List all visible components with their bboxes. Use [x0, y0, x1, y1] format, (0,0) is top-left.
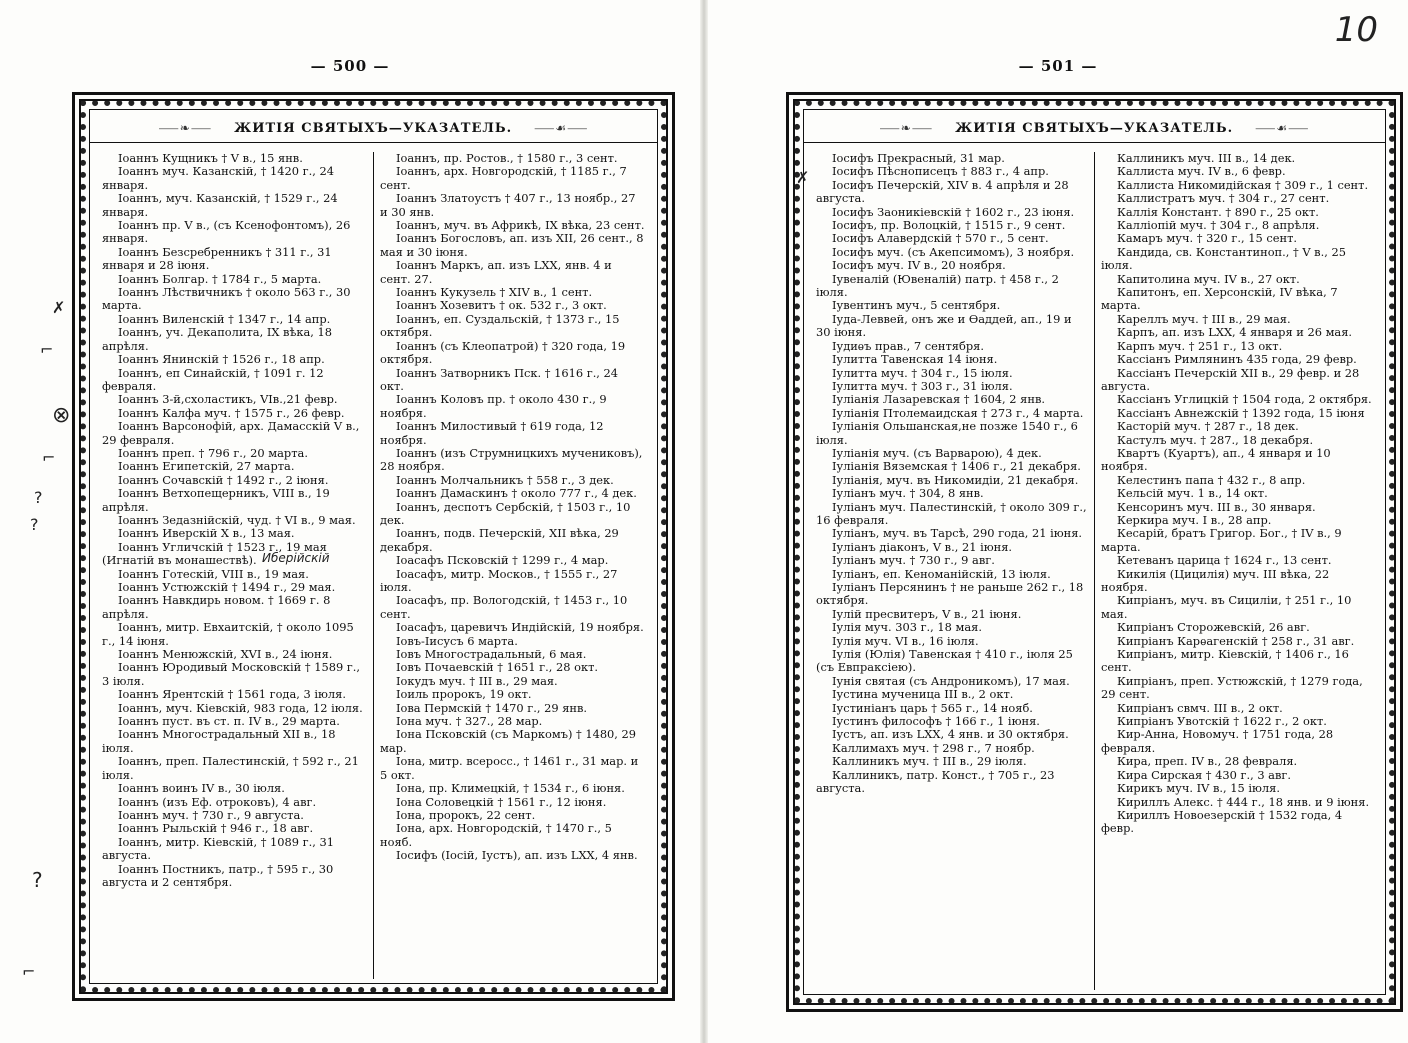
index-entry: Іоаннъ Навкдирь новом. † 1669 г. 8 апрѣля.: [102, 593, 331, 621]
index-entry: Калліопій муч. † 304 г., 8 апрѣля.: [1117, 218, 1320, 233]
index-entry: Іоаннъ Златоустъ † 407 г., 13 ноябр., 27 и 30 янв.: [380, 191, 636, 219]
index-entry: Іоаннъ Зедазнійскій, чуд. † VI в., 9 мая.: [118, 512, 356, 527]
margin-question-icon: ?: [34, 488, 43, 507]
corner-page-mark: 10: [1334, 10, 1378, 50]
ornament-left-icon: ⸺❧⸺: [158, 121, 213, 135]
margin-question-icon: ?: [30, 515, 39, 534]
index-entry: Іона, митр. всеросс., † 1461 г., 31 мар. и 5 окт.: [380, 754, 639, 782]
index-entry: Кандида, св. Константиноп., † V в., 25 іюля.: [1101, 244, 1346, 273]
index-entry: Іовъ-Іисусъ 6 марта.: [396, 633, 518, 648]
index-entry: Кетеванъ царица † 1624 г., 13 сент.: [1117, 553, 1332, 568]
index-entry: Іулій пресвитеръ, V в., 21 іюня.: [832, 606, 1022, 621]
index-entry: Іулія муч. VI в., 16 іюля.: [832, 633, 979, 648]
index-entry: Іоаннъ Постникъ, патр., † 595 г., 30 августа и 2 сентября.: [102, 861, 334, 889]
index-entry: Іосифъ, пр. Волоцкій, † 1515 г., 9 сент.: [832, 218, 1066, 233]
index-entry: Кипріанъ Сторожевскій, 26 авг.: [1117, 620, 1310, 635]
index-entry: Іоаннъ, подв. Печерскій, XII вѣка, 29 декабря.: [380, 526, 619, 554]
page-number: — 501 —: [1018, 57, 1098, 75]
page-frame: [72, 92, 675, 1001]
index-entry: Іосифъ Пѣснописецъ † 883 г., 4 апр.: [832, 164, 1049, 179]
index-entry: Каллія Констант. † 890 г., 25 окт.: [1117, 204, 1319, 219]
index-entry: Іона муч. † 327., 28 мар.: [396, 714, 543, 729]
index-entry: Іокудъ муч. † III в., 29 мая.: [396, 673, 558, 688]
index-entry: Кареллъ муч. † III в., 29 мая.: [1117, 311, 1291, 326]
index-entry: Іуліанія Вяземская † 1406 г., 21 декабря.: [832, 459, 1081, 474]
margin-cross-icon: ✗: [52, 298, 66, 317]
index-entry: Іоасафъ Псковскій † 1299 г., 4 мар.: [396, 553, 609, 568]
index-entry: Іоаннъ, деспотъ Сербскій, † 1503 г., 10 дек.: [380, 499, 631, 527]
index-entry: Іулія (Юлія) Тавенская † 410 г., іюля 25 (съ Евпраксіею).: [816, 647, 1073, 675]
index-entry: Іоаннъ, пр. Ростов., † 1580 г., 3 сент.: [396, 152, 618, 165]
index-column-right: [373, 152, 651, 979]
index-entry: Квартъ (Куартъ), ап., 4 января и 10 ноября.: [1101, 445, 1331, 474]
index-entry: Іуліанія Лазаревская † 1604, 2 янв.: [832, 392, 1045, 407]
index-entry: Каллиникъ, патр. Конст., † 705 г., 23 августа.: [816, 767, 1055, 796]
index-entry: Іоаннъ, еп. Суздальскій, † 1373 г., 15 октября.: [380, 311, 620, 340]
index-entry: Каллиникъ муч. † III в., 29 іюля.: [832, 754, 1027, 769]
index-entry: Кипріанъ, преп. Устюжскій, † 1279 года, 29 сент.: [1101, 673, 1363, 702]
index-entry: Іоаннъ, муч. Кіевскій, 983 года, 12 іюля.: [118, 700, 363, 715]
index-entry: Кассіанъ Углицкій † 1504 года, 2 октября.: [1117, 392, 1372, 407]
index-entry: Кипріанъ свмч. III в., 2 окт.: [1117, 700, 1283, 715]
index-entry: Іоаннъ Лѣствичникъ † около 563 г., 30 марта.: [102, 285, 351, 313]
index-entry: Іуліанія, муч. въ Никомидіи, 21 декабря.: [832, 472, 1079, 487]
index-entry: Каллимахъ муч. † 298 г., 7 ноябр.: [832, 740, 1035, 755]
index-entry: Капитолина муч. IV в., 27 окт.: [1117, 271, 1300, 286]
index-entry: Камаръ муч. † 320 г., 15 сент.: [1117, 231, 1298, 246]
index-entry: Іоаннъ (изъ Струмницкихъ мучениковъ), 28 ноября.: [380, 445, 643, 474]
index-entry: Кипріанъ, митр. Кіевскій, † 1406 г., 16 сент.: [1101, 647, 1349, 675]
index-entry: Капитонъ, еп. Херсонскій, IV вѣка, 7 марта.: [1101, 285, 1338, 313]
index-entry: Іосифъ Печерскій, XIV в. 4 апрѣля и 28 августа.: [816, 177, 1069, 206]
index-entry: Іоаннъ Сочавскій † 1492 г., 2 іюня.: [118, 472, 329, 487]
index-entry: Карпъ, ап. изъ LXX, 4 января и 26 мая.: [1117, 325, 1353, 340]
index-entry: Іоаннъ Ярентскій † 1561 года, 3 іюля.: [118, 687, 346, 702]
page-frame: [786, 92, 1403, 1012]
index-entry: Іосифъ Заоникіевскій † 1602 г., 23 іюня.: [832, 204, 1075, 219]
book-gutter: [700, 0, 708, 1043]
index-entry: Іоаннъ Янинскій † 1526 г., 18 апр.: [118, 352, 325, 367]
index-entry: Іовъ Почаевскій † 1651 г., 28 окт.: [396, 660, 599, 675]
index-entry: Іоаннъ Милостивый † 619 года, 12 ноября.: [380, 419, 604, 447]
margin-tick-icon: ⌐: [42, 448, 56, 467]
index-entry: Іоиль пророкъ, 19 окт.: [396, 687, 532, 702]
index-entry: Іустиніанъ царь † 565 г., 14 нояб.: [832, 700, 1033, 715]
index-entry: Кира, преп. IV в., 28 февраля.: [1117, 754, 1298, 769]
index-entry: Каллистратъ муч. † 304 г., 27 сент.: [1117, 191, 1330, 206]
index-entry: Іовъ Многострадальный, 6 мая.: [396, 647, 587, 662]
index-entry: Іоаннъ (съ Клеопатрой) † 320 года, 19 октября.: [380, 338, 626, 367]
index-entry: Іона, арх. Новгородскій, † 1470 г., 5 нояб.: [380, 821, 612, 849]
index-entry: Іосифъ (Іосій, Іустъ), ап. изъ LXX, 4 янв.: [396, 848, 638, 863]
index-entry: Іулитта Тавенская 14 іюня.: [832, 352, 998, 367]
index-entry: Іулитта муч. † 304 г., 15 іюля.: [832, 365, 1013, 380]
index-entry: Іоаннъ Коловъ пр. † около 430 г., 9 ноября.: [380, 392, 607, 420]
running-head-title: ЖИТІЯ СВЯТЫХЪ—УКАЗАТЕЛЬ.: [955, 121, 1234, 136]
index-entry: Іоаннъ муч. † 730 г., 9 августа.: [118, 807, 304, 822]
index-entry: Іуліанъ муч. Палестинскій, † около 309 г., 16 февраля.: [816, 499, 1087, 527]
index-entry: Іоаннъ Устюжскій † 1494 г., 29 мая.: [118, 580, 336, 594]
index-entry: Іулитта муч. † 303 г., 31 іюля.: [832, 378, 1013, 393]
index-entry: Іудиѳъ прав., 7 сентября.: [832, 338, 984, 353]
index-entry: Іоаннъ Кукузель † XIV в., 1 сент.: [396, 285, 593, 300]
index-entry: Іуліанъ муч. † 730 г., 9 авг.: [832, 553, 995, 568]
index-entry: Каллиста Никомидійская † 309 г., 1 сент.: [1117, 177, 1369, 192]
index-entry: Іуліанъ Персянинъ † не раньше 262 г., 18 октября.: [816, 580, 1084, 608]
index-columns: [810, 152, 1379, 990]
index-entry: Іова Пермскій † 1470 г., 29 янв.: [396, 700, 588, 715]
index-entry: Іоаннъ Ветхопещерникъ, VIII в., 19 апрѣля.: [102, 486, 330, 514]
index-entry: Іоаннъ преп. † 796 г., 20 марта.: [118, 445, 308, 460]
index-entry: Іоаннъ Маркъ, ап. изъ LXX, янв. 4 и сент. 27.: [380, 258, 612, 286]
index-column-left: [810, 152, 1094, 990]
index-entry: Іоасафъ, митр. Москов., † 1555 г., 27 іюля.: [380, 566, 618, 594]
index-entry: Іоасафъ, царевичъ Индійскій, 19 ноября.: [396, 620, 644, 635]
index-entry: Іоаннъ пр. V в., (съ Ксенофонтомъ), 26 января.: [102, 218, 351, 246]
index-entry: Іунія святая (съ Андроникомъ), 17 мая.: [832, 673, 1070, 688]
index-entry: Іуліанъ діаконъ, V в., 21 іюня.: [832, 539, 1013, 554]
right-page: [708, 0, 1408, 1043]
index-entry: Іуліанъ, муч. въ Тарсѣ, 290 года, 21 іюня.: [832, 526, 1083, 541]
index-entry: Іоаннъ, муч. Казанскій, † 1529 г., 24 января.: [102, 191, 338, 219]
index-entry: Кассіанъ Печерскій XII в., 29 февр. и 28 августа.: [1101, 365, 1360, 393]
index-entry: Іоаннъ, арх. Новгородскій, † 1185 г., 7 сент.: [380, 164, 627, 192]
index-entry: Іоаннъ Затворникъ Пск. † 1616 г., 24 окт.: [380, 365, 619, 393]
index-entry: Кенсоринъ муч. III в., 30 января.: [1117, 499, 1316, 514]
index-entry: Іустинъ философъ † 166 г., 1 іюня.: [832, 714, 1040, 729]
index-entry: Іоаннъ 3-й,схоластикъ, VIв.,21 февр.: [118, 392, 338, 407]
index-entry: Іуліанія Птолемаидская † 273 г., 4 марта.: [832, 405, 1084, 420]
page-number: — 500 —: [310, 57, 390, 75]
index-entry: Іона Соловецкій † 1561 г., 12 іюня.: [396, 794, 607, 809]
index-entry: Іуда-Леввей, онъ же и Ѳаддей, ап., 19 и 30 іюня.: [816, 311, 1072, 340]
index-entry: Кикилія (Цицилія) муч. III вѣка, 22 ноября.: [1101, 566, 1330, 594]
index-entry: Іоаннъ, муч. въ Африкѣ, IX вѣка, 23 сент.: [396, 218, 645, 233]
index-entry: Іоаннъ Египетскій, 27 марта.: [118, 459, 295, 474]
text-area: [803, 109, 1386, 995]
index-entry: Керкира муч. I в., 28 апр.: [1117, 512, 1272, 527]
index-entry: Карпъ муч. † 251 г., 13 окт.: [1117, 338, 1283, 353]
index-entry: Кастулъ муч. † 287., 18 декабря.: [1117, 432, 1314, 447]
running-head: [90, 114, 657, 143]
index-entry: Іоасафъ, пр. Вологодскій, † 1453 г., 10 сент.: [380, 593, 628, 621]
index-entry: Іоаннъ, митр. Кіевскій, † 1089 г., 31 августа.: [102, 834, 334, 863]
index-entry: Іона, пророкъ, 22 сент.: [396, 807, 536, 822]
index-entry: Каллиста муч. IV в., 6 февр.: [1117, 164, 1286, 179]
index-entry: Іоаннъ (изъ Еф. отроковъ), 4 авг.: [118, 794, 317, 809]
index-entry: Кипріанъ Увотскій † 1622 г., 2 окт.: [1117, 714, 1327, 729]
text-area: [89, 109, 658, 984]
index-entry: Іоаннъ муч. Казанскій, † 1420 г., 24 января.: [102, 164, 334, 192]
index-entry: Кирикъ муч. IV в., 15 іюля.: [1117, 781, 1280, 796]
index-entry: Іуліанія Ольшанская,не позже 1540 г., 6 іюля.: [816, 419, 1078, 447]
index-entry: Іуліанъ муч. † 304, 8 янв.: [832, 486, 984, 501]
index-entry: Іосифъ муч. IV в., 20 ноября.: [832, 258, 1006, 273]
index-entry: Іувеналій (Ювеналій) патр. † 458 г., 2 іюля.: [816, 271, 1059, 300]
ornament-right-icon: ⸺☙⸺: [534, 121, 589, 135]
index-entry: Іуліанъ, еп. Кеноманійскій, 13 іюля.: [832, 566, 1051, 581]
index-entry: Іоаннъ Рыльскій † 946 г., 18 авг.: [118, 821, 314, 836]
index-entry: Іустина мученица III в., 2 окт.: [832, 687, 1014, 702]
index-entry: Кельсій муч. 1 в., 14 окт.: [1117, 486, 1268, 501]
index-entry: Іоаннъ Дамаскинъ † около 777 г., 4 дек.: [396, 486, 637, 501]
margin-cross-icon: ✗: [796, 168, 810, 187]
index-entry: Іосифъ Прекрасный, 31 мар.: [832, 152, 1005, 165]
index-entry: Іоаннъ, еп Синайскій, † 1091 г. 12 февраля.: [102, 365, 324, 393]
margin-circled-cross-icon: ⊗: [52, 403, 71, 428]
index-column-right: [1094, 152, 1379, 990]
index-entry: Іоаннъ Готескій, VIII в., 19 мая.: [118, 566, 309, 581]
index-entry: Кассіанъ Авнежскій † 1392 года, 15 іюня: [1117, 405, 1365, 420]
index-columns: [96, 152, 651, 979]
index-entry: Кир-Анна, Новомуч. † 1751 года, 28 февраля.: [1101, 727, 1334, 755]
index-entry: Іоаннъ Угличскій † 1523 г., 19 мая (Игнатій въ монашествѣ).: [102, 539, 327, 568]
index-entry: Кириллъ Новоезерскій † 1532 года, 4 февр.: [1101, 807, 1343, 836]
margin-question-icon: ?: [32, 868, 43, 892]
index-entry: Іоаннъ, преп. Палестинскій, † 592 г., 21 іюля.: [102, 754, 359, 782]
index-entry: Іуліанія муч. (съ Варварою), 4 дек.: [832, 445, 1042, 460]
running-head-title: ЖИТІЯ СВЯТЫХЪ—УКАЗАТЕЛЬ.: [234, 121, 513, 136]
index-entry: Іоаннъ Калфа муч. † 1575 г., 26 февр.: [118, 405, 345, 420]
margin-tick-icon: ⌐: [40, 340, 54, 359]
index-entry: Іона, пр. Климецкій, † 1534 г., 6 іюня.: [396, 781, 625, 796]
index-entry: Іоаннъ Молчальникъ † 558 г., 3 дек.: [396, 472, 614, 487]
index-entry: Іоаннъ Виленскій † 1347 г., 14 апр.: [118, 311, 331, 326]
index-entry: Кириллъ Алекс. † 444 г., 18 янв. и 9 іюня.: [1117, 794, 1370, 809]
index-entry: Іона Псковскій (съ Маркомъ) † 1480, 29 мар.: [380, 727, 637, 755]
ornament-left-icon: ⸺❧⸺: [879, 121, 934, 135]
index-entry: Іоаннъ Многострадальный XII в., 18 іюля.: [102, 727, 336, 755]
index-entry: Іоаннъ Менюжскій, XVI в., 24 іюня.: [118, 647, 333, 662]
index-entry: Касторій муч. † 287 г., 18 дек.: [1117, 419, 1299, 434]
index-entry: Каллиникъ муч. III в., 14 дек.: [1117, 152, 1296, 165]
handwritten-annotation: Иберійскій: [262, 551, 330, 565]
ornament-right-icon: ⸺☙⸺: [1255, 121, 1310, 135]
index-entry: Іоаннъ Болгар. † 1784 г., 5 марта.: [118, 271, 322, 286]
index-entry: Кесарій, братъ Григор. Бог., † IV в., 9 марта.: [1101, 526, 1342, 554]
index-entry: Іосифъ Алавердскій † 570 г., 5 сент.: [832, 231, 1049, 246]
index-entry: Кипріанъ Карѳагенскій † 258 г., 31 авг.: [1117, 633, 1355, 648]
left-page: [0, 0, 700, 1043]
index-entry: Кипріанъ, муч. въ Сициліи, † 251 г., 10 мая.: [1101, 593, 1352, 621]
index-entry: Кассіанъ Римлянинъ 435 года, 29 февр.: [1117, 352, 1357, 367]
index-entry: Іоаннъ Кущникъ † V в., 15 янв.: [118, 152, 303, 165]
index-entry: Келестинъ папа † 432 г., 8 апр.: [1117, 472, 1306, 487]
running-head: [804, 114, 1385, 143]
index-entry: Іоаннъ Хозевитъ † ок. 532 г., 3 окт.: [396, 298, 607, 313]
index-entry: Кира Сирская † 430 г., 3 авг.: [1117, 767, 1291, 782]
index-entry: Іоаннъ Богословъ, ап. изъ XII, 26 сент., 8 мая и 30 іюня.: [380, 231, 644, 259]
index-entry: Іоаннъ, митр. Евхаитскій, † около 1095 г., 14 іюня.: [102, 620, 354, 648]
index-entry: Іоаннъ Юродивый Московскій † 1589 г., 3 іюля.: [102, 660, 361, 688]
index-column-left: [96, 152, 373, 979]
index-entry: Іустъ, ап. изъ LXX, 4 янв. и 30 октября.: [832, 727, 1069, 742]
index-entry: Іоаннъ Безсребренникъ † 311 г., 31 января и 28 іюня.: [102, 244, 332, 273]
margin-tick-icon: ⌐: [22, 962, 36, 981]
index-entry: Іулія муч. 303 г., 18 мая.: [832, 620, 982, 635]
index-entry: Іувентинъ муч., 5 сентября.: [832, 298, 1001, 313]
index-entry: Іоаннъ воинъ IV в., 30 іюля.: [118, 781, 285, 796]
index-entry: Іосифъ муч. (съ Акепсимомъ), 3 ноября.: [832, 244, 1075, 259]
index-entry: Іоаннъ пуст. въ ст. п. IV в., 29 марта.: [118, 714, 340, 729]
index-entry: Іоаннъ, уч. Декаполита, IX вѣка, 18 апрѣля.: [102, 325, 332, 353]
index-entry: Іоаннъ Иверскій X в., 13 мая.: [118, 526, 295, 541]
index-entry: Іоаннъ Варсонофій, арх. Дамасскій V в., 29 февраля.: [102, 419, 360, 447]
